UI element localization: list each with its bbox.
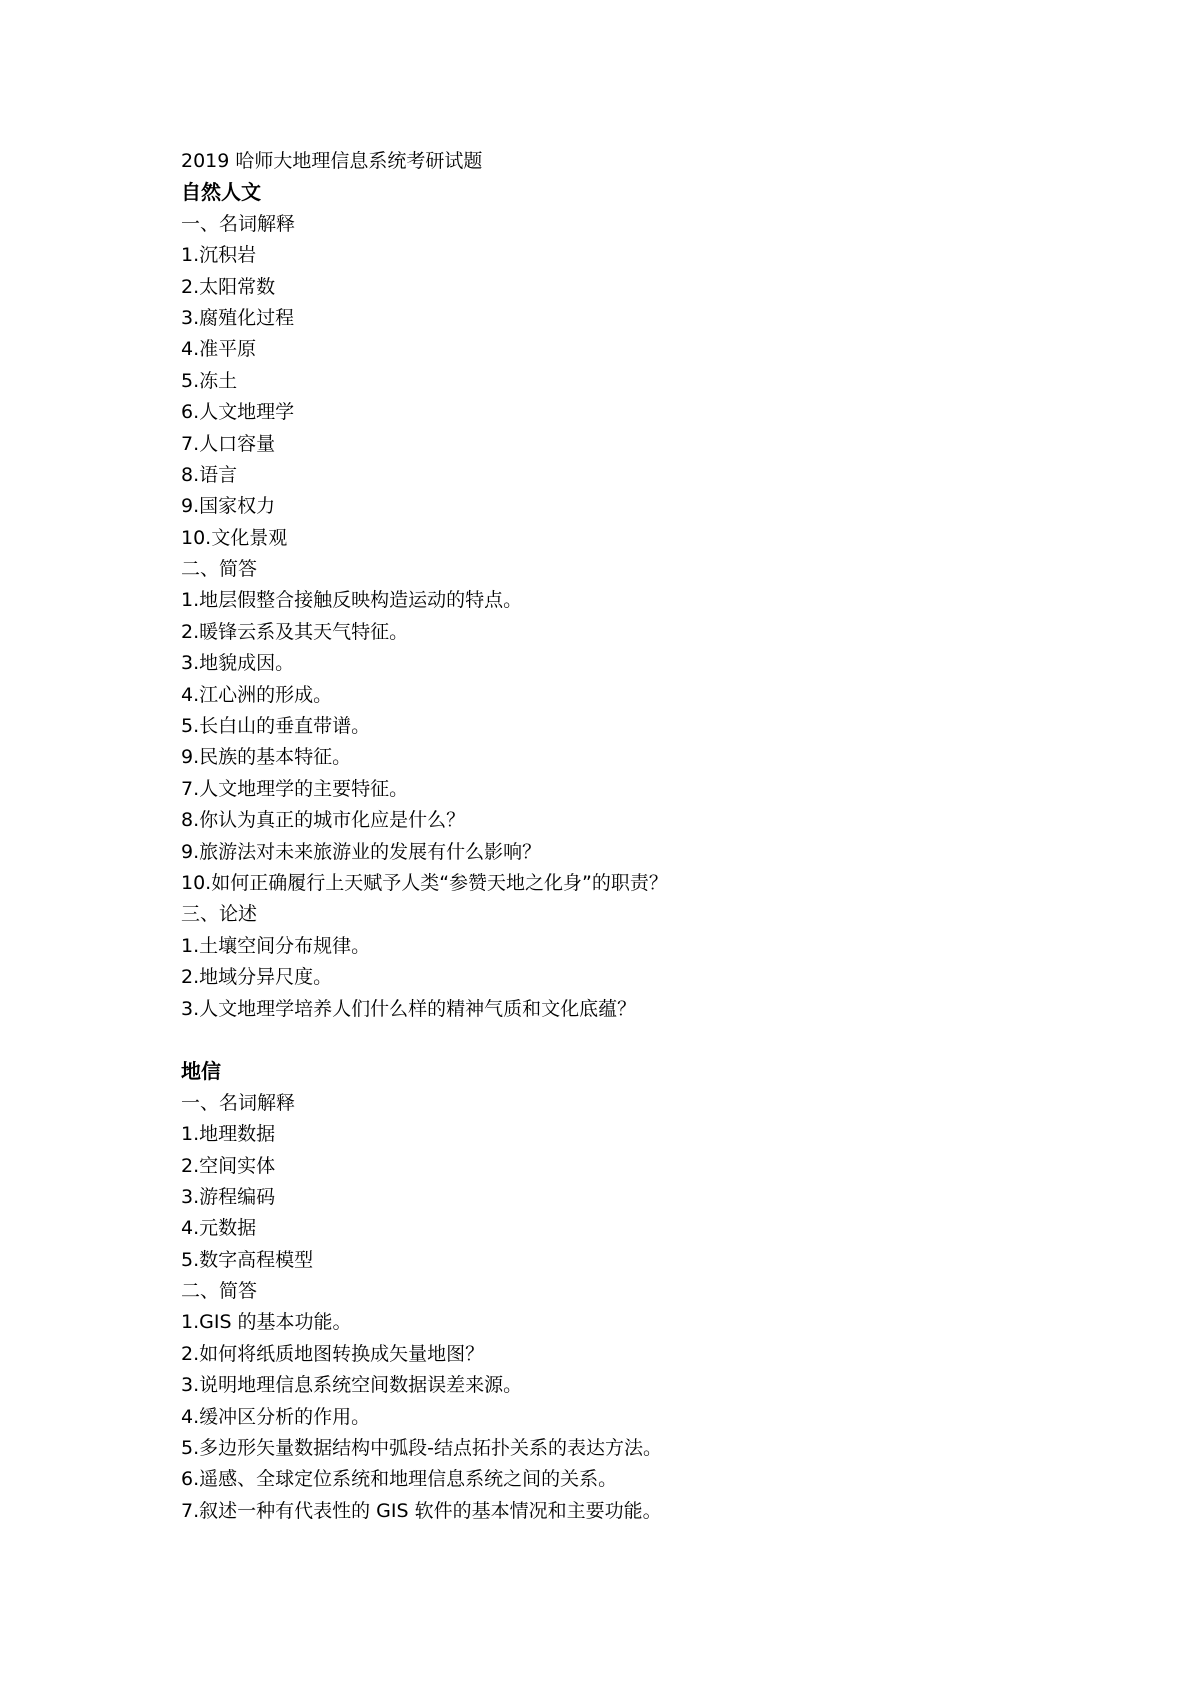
question-item: 9.旅游法对未来旅游业的发展有什么影响？ (181, 840, 542, 863)
part-label: 一、名词解释 (181, 1091, 296, 1114)
question-item: 9.国家权力 (181, 495, 276, 518)
question-item: 5.多边形矢量数据结构中弧段-结点拓扑关系的表达方法。 (181, 1437, 662, 1460)
question-item: 3.说明地理信息系统空间数据误差来源。 (181, 1374, 523, 1397)
question-item: 2.地域分异尺度。 (181, 966, 333, 989)
question-item: 1.地理数据 (181, 1123, 276, 1146)
question-item: 2.空间实体 (181, 1154, 276, 1177)
document-title: 2019 哈师大地理信息系统考研试题 (181, 150, 483, 172)
section-heading: 地信 (181, 1059, 221, 1084)
question-item: 3.地貌成因。 (181, 652, 295, 675)
question-item: 8.你认为真正的城市化应是什么？ (181, 809, 466, 832)
part-label: 一、名词解释 (181, 212, 296, 235)
question-item: 2.暖锋云系及其天气特征。 (181, 620, 409, 643)
question-item: 5.冻土 (181, 369, 238, 392)
question-item: 1.土壤空间分布规律。 (181, 934, 371, 957)
question-item: 9.民族的基本特征。 (181, 746, 352, 769)
document-content (181, 177, 1081, 1527)
question-item: 4.元数据 (181, 1217, 257, 1240)
question-item: 5.长白山的垂直带谱。 (181, 715, 371, 738)
question-item: 3.游程编码 (181, 1185, 276, 1208)
question-item: 4.江心洲的形成。 (181, 683, 333, 706)
question-item: 5.数字高程模型 (181, 1248, 314, 1271)
part-label: 二、简答 (181, 558, 258, 581)
question-item: 7.人文地理学的主要特征。 (181, 777, 409, 800)
section-heading: 自然人文 (181, 180, 261, 205)
document-page (181, 146, 1081, 1527)
question-item: 3.腐殖化过程 (181, 306, 295, 329)
question-item: 7.人口容量 (181, 432, 276, 455)
question-item: 6.遥感、全球定位系统和地理信息系统之间的关系。 (181, 1468, 618, 1491)
question-item: 4.准平原 (181, 338, 257, 361)
question-item: 3.人文地理学培养人们什么样的精神气质和文化底蕴？ (181, 997, 637, 1020)
question-item: 2.太阳常数 (181, 275, 276, 298)
question-item: 1.沉积岩 (181, 244, 257, 267)
question-item: 4.缓冲区分析的作用。 (181, 1405, 371, 1428)
question-item: 2.如何将纸质地图转换成矢量地图？ (181, 1342, 485, 1365)
question-item: 1.GIS 的基本功能。 (181, 1311, 352, 1334)
question-item: 10.如何正确履行上天赋予人类“参赞天地之化身”的职责？ (181, 871, 668, 894)
question-item: 1.地层假整合接触反映构造运动的特点。 (181, 589, 523, 612)
part-label: 三、论述 (181, 903, 258, 926)
question-item: 10.文化景观 (181, 526, 288, 549)
section-spacer (181, 1025, 1081, 1056)
question-item: 8.语言 (181, 463, 238, 486)
question-item: 7.叙述一种有代表性的 GIS 软件的基本情况和主要功能。 (181, 1499, 662, 1522)
part-label: 二、简答 (181, 1280, 258, 1303)
question-item: 6.人文地理学 (181, 401, 295, 424)
